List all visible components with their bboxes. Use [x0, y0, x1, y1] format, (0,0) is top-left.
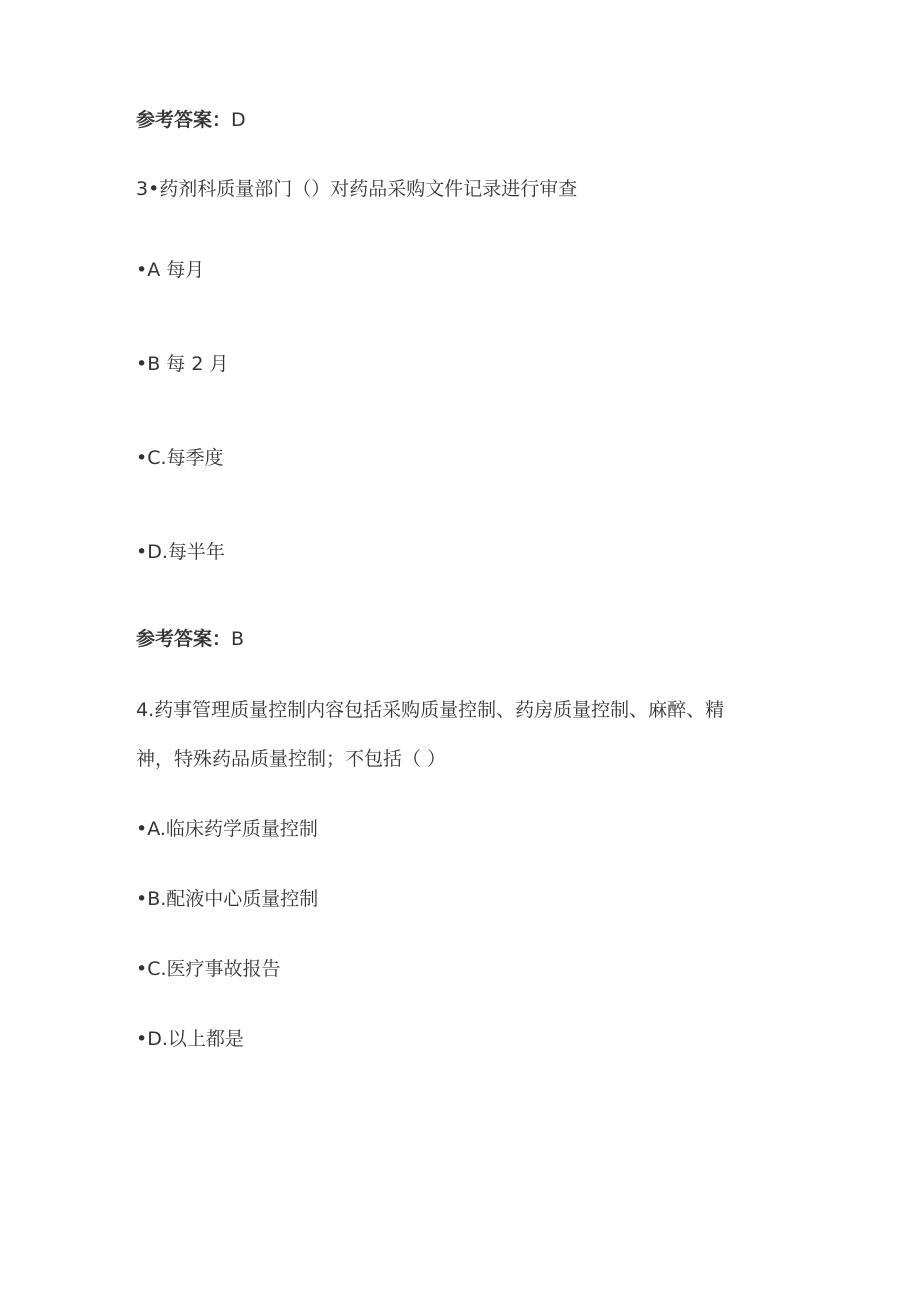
prev-answer — [136, 107, 246, 133]
answer-label: 参考答案： — [136, 109, 232, 131]
question-3-stem: 3•药剂科质量部门（）对药品采购文件记录进行审查 — [136, 178, 578, 200]
answer-value: B — [231, 628, 245, 650]
q3-option-b: •B 每 2 月 — [136, 353, 229, 375]
q4-option-b: •B.配液中心质量控制 — [136, 888, 319, 910]
q3-option-c: •C.每季度 — [136, 447, 224, 469]
q4-option-c: •C.医疗事故报告 — [136, 958, 281, 980]
q4-option-a: •A.临床药学质量控制 — [136, 818, 318, 840]
answer-label: 参考答案： — [136, 628, 232, 650]
question-4-stem-line-2: 神，特殊药品质量控制；不包括（ ） — [136, 748, 447, 770]
q3-option-d: •D.每半年 — [136, 541, 225, 563]
question-4-stem-line-1: 4.药事管理质量控制内容包括采购质量控制、药房质量控制、麻醉、精 — [136, 699, 725, 721]
q3-option-a: •A 每月 — [136, 259, 205, 281]
answer-value: D — [231, 109, 246, 131]
q4-option-d: •D.以上都是 — [136, 1028, 244, 1050]
q3-answer — [136, 626, 244, 652]
